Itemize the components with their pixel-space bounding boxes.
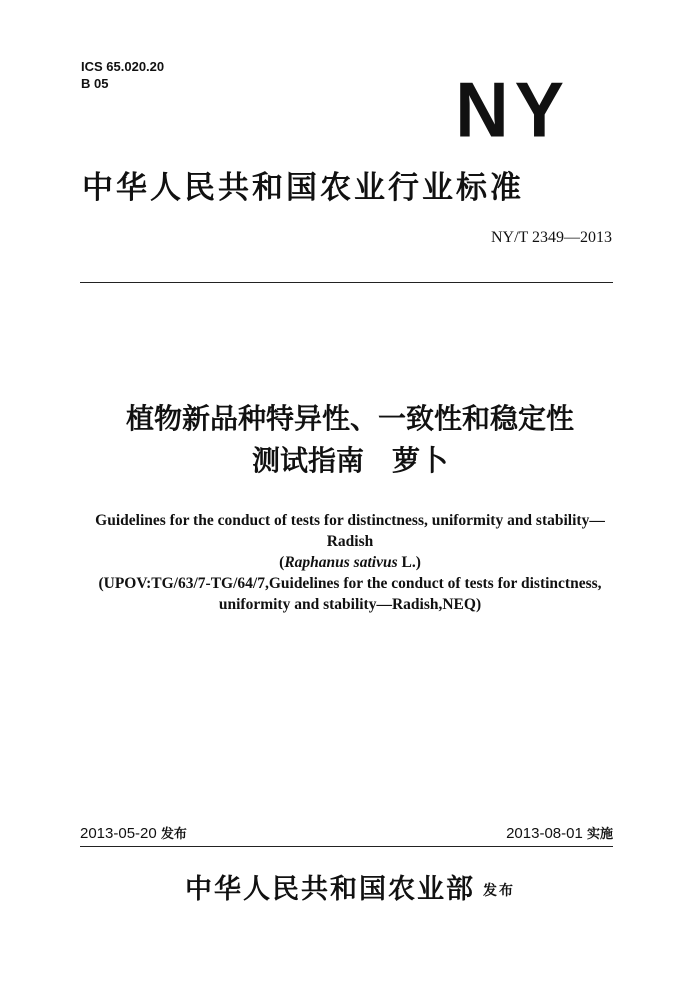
latin-name: Raphanus sativus: [284, 554, 398, 571]
title-en-line1: Guidelines for the conduct of tests for distinctness, uniformity and stability—: [95, 512, 605, 529]
ccs-code: B 05: [81, 76, 109, 91]
title-en-line2: Radish: [326, 533, 374, 550]
implement-date-group: [506, 824, 613, 845]
title-cn-line2: 测试指南 萝卜: [251, 444, 448, 477]
title-en-line3: [0, 552, 700, 573]
top-divider: [80, 282, 613, 283]
date-row: [80, 824, 613, 845]
ics-code: ICS 65.020.20: [81, 59, 165, 74]
title-cn-line1: 植物新品种特异性、一致性和稳定性: [125, 402, 574, 435]
title-en-line5: uniformity and stability—Radish,NEQ): [218, 596, 482, 613]
standard-number: NY/T 2349—2013: [490, 229, 612, 246]
document-title-cn: [0, 398, 700, 482]
bottom-divider: [80, 846, 613, 847]
title-en-paren-open: (: [279, 554, 285, 571]
issue-label: 发布: [160, 827, 187, 842]
document-title-en: [0, 510, 700, 615]
issue-date-group: [80, 824, 187, 845]
publisher-label: 发布: [483, 882, 515, 899]
issue-date: 2013-05-20: [80, 825, 157, 842]
implement-date: 2013-08-01: [506, 825, 583, 842]
title-en-paren-close: L.): [397, 554, 421, 571]
implement-label: 实施: [586, 827, 613, 842]
industry-standard-title: 中华人民共和国农业行业标准: [82, 170, 524, 206]
publisher: [0, 872, 700, 909]
classification-codes: [81, 58, 164, 92]
standard-logo: NY: [455, 65, 570, 154]
publisher-name: 中华人民共和国农业部: [185, 874, 475, 905]
title-en-line4: (UPOV:TG/63/7-TG/64/7,Guidelines for the conduct of tests for distinctness,: [98, 575, 602, 592]
